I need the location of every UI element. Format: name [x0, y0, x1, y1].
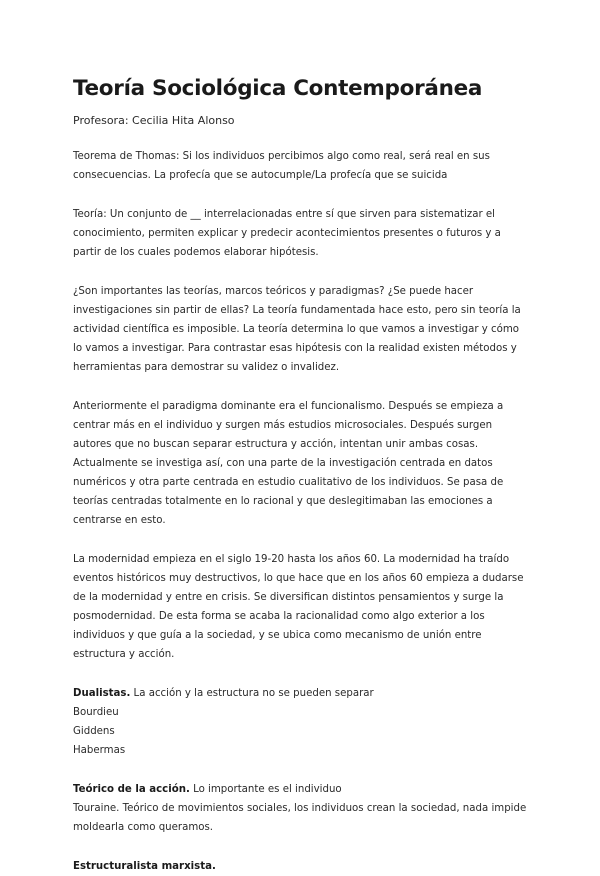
- paragraph-importancia: ¿Son importantes las teorías, marcos teóricos y paradigmas? ¿Se puede hacer investigaciones sin partir de ellas? La teoría fundamentada hace esto, pero sin teoría la actividad científica es imposible. La teoría determina lo que vamos a investigar y cómo lo vamos a investigar. Para contrastar esas hipótesis con la realidad existen métodos y herramientas para demostrar su validez o invalidez.: [73, 286, 521, 373]
- paragraph-modernidad: La modernidad empieza en el siglo 19-20 hasta los años 60. La modernidad ha traído eventos históricos muy destructivos, lo que hace que en los años 60 empieza a dudarse de la modernidad y entre en crisis. Se diversifican distintos pensamientos y surge la posmodernidad. De esta forma se acaba la racionalidad como algo exterior a los individuos y que guía a la sociedad, y se ubica como mecanismo de unión entre estructura y acción.: [73, 554, 524, 660]
- author-list-item: Giddens: [73, 726, 115, 737]
- dualistas-text: La acción y la estructura no se pueden separar: [130, 688, 374, 699]
- document-page: [73, 72, 531, 876]
- dualistas-heading: Dualistas.: [73, 688, 131, 699]
- author-list-item: Bourdieu: [73, 707, 119, 718]
- paragraph-teoria: Teoría: Un conjunto de __ interrelacionadas entre sí que sirven para sistematizar el conocimiento, permiten explicar y predecir acontecimientos presentes o futuros y a partir de los cuales podemos elaborar hipótesis.: [73, 209, 501, 258]
- paragraph-thomas: Teorema de Thomas: Si los individuos percibimos algo como real, será real en sus consecuencias. La profecía que se autocumple/La profecía que se suicida: [73, 151, 490, 181]
- teorico-accion-heading: Teórico de la acción.: [73, 784, 190, 795]
- page-subtitle: Profesora: Cecilia Hita Alonso: [73, 114, 235, 127]
- section-estructuralista: [73, 857, 531, 876]
- author-list-item: Habermas: [73, 745, 126, 756]
- section-dualistas: [73, 684, 531, 760]
- paragraph-paradigma: Anteriormente el paradigma dominante era el funcionalismo. Después se empieza a centrar más en el individuo y surgen más estudios microsociales. Después surgen autores que no buscan separar estructura y acción, intentan unir ambas cosas. Actualmente se investiga así, con una parte de la investigación centrada en datos numéricos y otra parte centrada en estudio cualitativo de los individuos. Se pasa de teorías centradas totalmente en lo racional y que deslegitimaban las emociones a centrarse en esto.: [73, 401, 504, 526]
- teorico-accion-text: Lo importante es el individuo: [189, 784, 342, 795]
- section-teorico-accion: [73, 780, 531, 837]
- page-title: Teoría Sociológica Contemporánea: [73, 76, 483, 101]
- estructuralista-heading: Estructuralista marxista.: [73, 861, 216, 872]
- teorico-accion-detail: Touraine. Teórico de movimientos sociales, los individuos crean la sociedad, nada impide moldearla como queramos.: [73, 803, 527, 833]
